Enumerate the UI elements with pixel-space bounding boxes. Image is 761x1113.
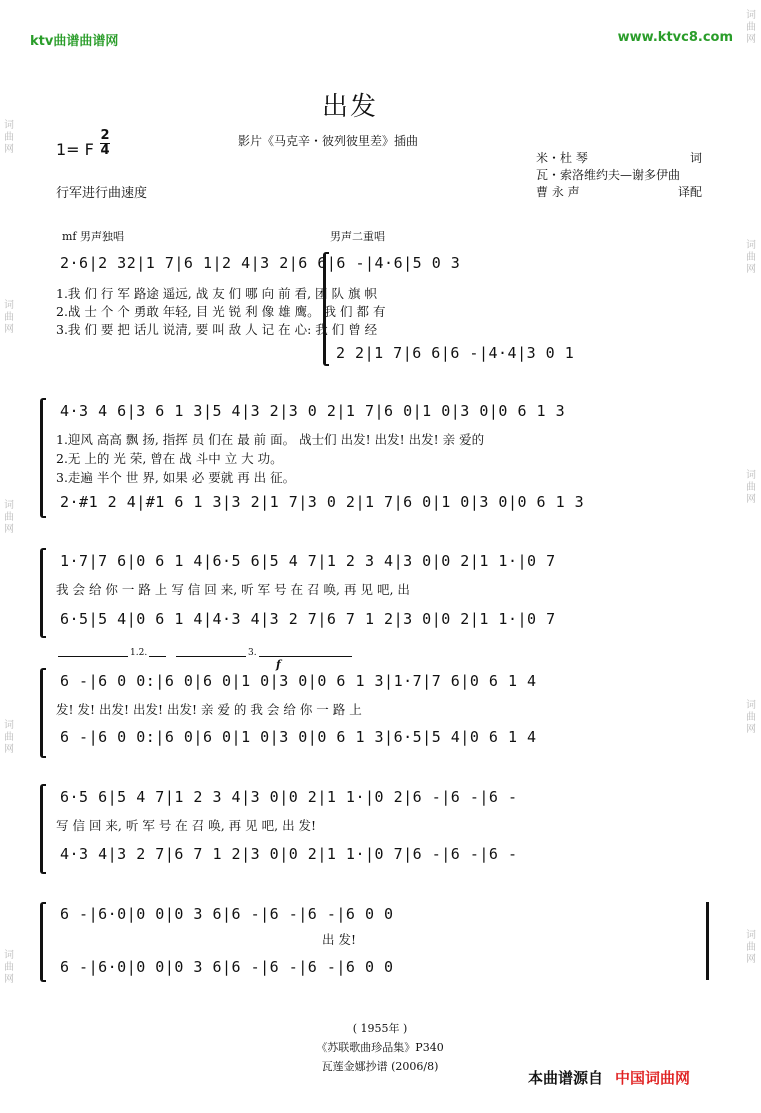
time-signature: 2 4	[100, 128, 110, 158]
footer-transcriber: 瓦莲金娜抄谱 (2006/8)	[321, 1060, 439, 1073]
system6-harmony: 6 -|6·0|0 0|0 3 6|6 -|6 -|6 -|6 0 0	[60, 958, 394, 976]
system5-melody: 6·5 6|5 4 7|1 2 3 4|3 0|0 2|1 1·|0 2|6 -|6 -|6 -	[60, 788, 518, 806]
watermark-left-3: 词曲网	[4, 500, 14, 535]
system1-harmony: 2 2|1 7|6 6|6 -|4·4|3 0 1	[336, 344, 575, 362]
source-attribution	[528, 1067, 690, 1088]
system1-lyric-2: 2.战 士 个 个 勇敢 年轻, 目 光 锐 利 像 雄 鹰。 我 们 都 有	[56, 304, 386, 319]
system4-lyric: 发! 发! 出发! 出发! 出发! 亲 爱 的 我 会 给 你 一 路 上	[56, 702, 362, 717]
system3-bracket	[40, 548, 46, 638]
final-barline	[706, 902, 709, 980]
system5-harmony: 4·3 4|3 2 7|6 7 1 2|3 0|0 2|1 1·|0 7|6 -|6 -|6 -	[60, 845, 518, 863]
system2-lyric-2: 2.无 上的 光 荣, 曾在 战 斗中 立 大 功。	[56, 451, 283, 466]
system2-lyric-1: 1.迎风 高高 飘 扬, 指挥 员 们在 最 前 面。 战士们 出发! 出发! 出发! 亲 爱的	[56, 432, 485, 447]
system4-melody: 6 -|6 0 0:|6 0|6 0|1 0|3 0|0 6 1 3|1·7|7 6|0 6 1 4	[60, 672, 537, 690]
volta-1-label: 1.2.	[130, 648, 148, 658]
site-logo-left[interactable]: ktv曲谱曲谱网	[30, 34, 119, 49]
system6-lyric: 出 发!	[322, 932, 356, 947]
system2-harmony: 2·#1 2 4|#1 6 1 3|3 2|1 7|3 0 2|1 7|6 0|1 0|3 0|0 6 1 3	[60, 493, 585, 511]
system5-lyric: 写 信 回 来, 听 军 号 在 召 唤, 再 见 吧, 出 发!	[56, 818, 317, 833]
volta-1-line	[58, 656, 166, 657]
system1-bracket	[323, 252, 329, 366]
system2-bracket	[40, 398, 46, 518]
footer-source: 《苏联歌曲珍品集》P340	[316, 1041, 444, 1054]
song-title: 出发	[321, 92, 378, 122]
watermark-left-1: 词曲网	[4, 120, 14, 155]
watermark-right-4: 词曲网	[746, 700, 756, 735]
system2-melody: 4·3 4 6|3 6 1 3|5 4|3 2|3 0 2|1 7|6 0|1 0|3 0|0 6 1 3	[60, 402, 566, 420]
system2-lyric-3: 3.走遍 半个 世 界, 如果 必 要就 再 出 征。	[56, 470, 296, 485]
system1-lyric-3: 3.我 们 要 把 话儿 说清, 要 叫 敌 人 记 在 心: 我 们 曾 经	[56, 322, 378, 337]
tempo-marking: 行军进行曲速度	[56, 186, 148, 201]
system3-melody: 1·7|7 6|0 6 1 4|6·5 6|5 4 7|1 2 3 4|3 0|0 2|1 1·|0 7	[60, 552, 556, 570]
source-label: 本曲谱源自	[528, 1069, 604, 1087]
system6-melody: 6 -|6·0|0 0|0 3 6|6 -|6 -|6 -|6 0 0	[60, 905, 394, 923]
credit-composer: 瓦・索洛维约夫—谢多伊曲	[536, 168, 681, 182]
system3-harmony: 6·5|5 4|0 6 1 4|4·3 4|3 2 7|6 7 1 2|3 0|0 2|1 1·|0 7	[60, 610, 556, 628]
credit-lyricist: 米・杜 琴 词	[536, 151, 702, 165]
watermark-left-2: 词曲网	[4, 300, 14, 335]
system1-lyric-1: 1.我 们 行 军 路途 遥远, 战 友 们 哪 向 前 看, 团 队 旗 帜	[56, 286, 377, 301]
site-url-right[interactable]: www.ktvc8.com	[617, 30, 733, 45]
watermark-right-2: 词曲网	[746, 240, 756, 275]
watermark-left-4: 词曲网	[4, 720, 14, 755]
system4-bracket	[40, 668, 46, 758]
label-duet: 男声二重唱	[330, 230, 385, 243]
key-signature: 1= F	[56, 140, 94, 159]
watermark-right-5: 词曲网	[746, 930, 756, 965]
song-subtitle: 影片《马克辛・彼列彼里差》插曲	[238, 134, 419, 148]
footer-year: ( 1955年 )	[352, 1022, 408, 1035]
credit-translator: 曹 永 声 译配	[536, 185, 702, 199]
watermark-left-5: 词曲网	[4, 950, 14, 985]
system4-harmony: 6 -|6 0 0:|6 0|6 0|1 0|3 0|0 6 1 3|6·5|5 4|0 6 1 4	[60, 728, 537, 746]
label-solo: mf 男声独唱	[62, 230, 124, 243]
dynamic-forte: f	[276, 658, 281, 671]
system1-melody: 2·6|2 32|1 7|6 1|2 4|3 2|6 6|6 -|4·6|5 0 3	[60, 254, 461, 272]
watermark-right-3: 词曲网	[746, 470, 756, 505]
watermark-right-1: 词曲网	[746, 10, 756, 45]
volta-2-label: 3.	[248, 648, 257, 658]
system6-bracket	[40, 902, 46, 982]
source-site-link[interactable]: 中国词曲网	[615, 1069, 691, 1087]
system3-lyric: 我 会 给 你 一 路 上 写 信 回 来, 听 军 号 在 召 唤, 再 见 吧, 出	[56, 582, 410, 597]
volta-2-line	[176, 656, 352, 657]
credits-block	[536, 150, 702, 201]
system5-bracket	[40, 784, 46, 874]
